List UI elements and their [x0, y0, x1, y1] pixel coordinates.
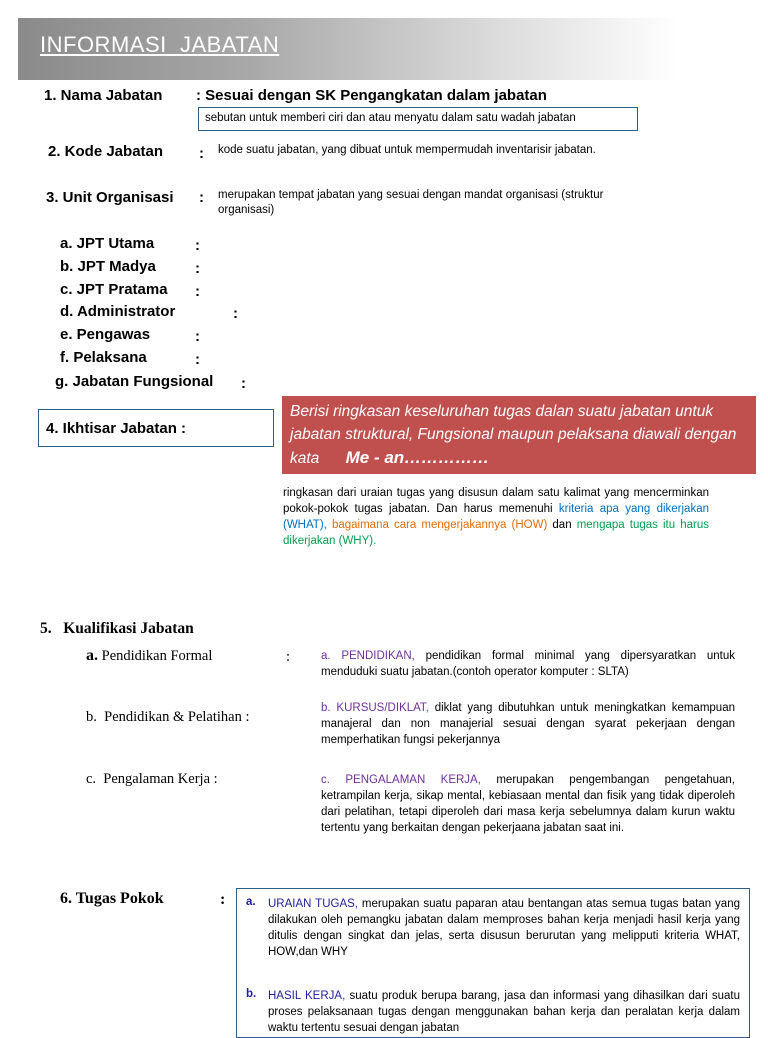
item6-label: 6. Tugas Pokok — [60, 890, 164, 907]
pendidikan-pelatihan-label: b. Pendidikan & Pelatihan : — [86, 709, 250, 725]
item4-desc-main: ringkasan dari uraian tugas yang disusun dalam satu kalimat yang mencerminkan pokok-pokok tugas jabatan. Dan harus memenuhi — [283, 487, 709, 515]
item2-desc: kode suatu jabatan, yang dibuat untuk mempermudah inventarisir jabatan. — [218, 144, 596, 156]
kursus-text: diklat yang dibutuhkan untuk meningkatkan kemampuan manajeral dan non manajerial sesuai dengan syarat pekerjaan dengan memperhatikan fungsi pekerjannya — [321, 702, 735, 746]
pengalaman-desc — [321, 772, 735, 836]
item6-colon: : — [220, 891, 226, 908]
item3-desc: merupakan tempat jabatan yang sesuai dengan mandat organisasi (struktur organisasi) — [218, 189, 604, 216]
pendidikan-formal-label — [86, 647, 212, 665]
item3-label: 3. Unit Organisasi — [46, 189, 174, 206]
pendidikan-desc — [321, 648, 735, 680]
ikhtisar-callout — [282, 396, 756, 474]
item2-colon: : — [199, 145, 204, 162]
pengalaman-kerja-label: c. Pengalaman Kerja : — [86, 771, 218, 787]
pelaksana-colon: : — [195, 351, 200, 368]
jpt-madya-colon: : — [195, 260, 200, 277]
item1-definition-box — [198, 107, 638, 131]
pelaksana-label: f. Pelaksana — [60, 349, 147, 366]
uraian-tugas-prefix: a. — [246, 896, 256, 908]
jpt-utama-label: a. JPT Utama — [60, 235, 155, 252]
pengalaman-key: c. PENGALAMAN KERJA, — [321, 774, 481, 786]
pendidikan-key: a. PENDIDIKAN, — [321, 650, 415, 662]
ikhtisar-callout-emphasis: Me - an…………… — [345, 448, 490, 467]
ikhtisar-callout-text: Berisi ringkasan keseluruhan tugas dalan suatu jabatan untuk jabatan struktural, Fungsional maupun pelaksana diawali dengan kata — [290, 403, 737, 467]
item2-label: 2. Kode Jabatan — [48, 143, 164, 160]
item5-label: 5. Kualifikasi Jabatan — [40, 620, 194, 637]
page-title: INFORMASI JABATAN — [40, 32, 280, 57]
pendidikan-formal-text: Pendidikan Formal — [98, 648, 213, 664]
item4-desc-how: bagaimana cara mengerjakannya (HOW) — [326, 519, 548, 531]
item4-desc-dan: dan — [547, 519, 577, 531]
pengalaman-text: merupakan pengembangan pengetahuan, ketrampilan kerja, sikap mental, kebiasaan mental dan fisik yang tidak diperoleh dari pelatihan, tetapi diperoleh dari masa kerja sebelumnya dalam kurun waktu tertentu yang berkaitan dengan pekerjaana jabatan saat ini. — [321, 774, 736, 834]
jpt-pratama-label: c. JPT Pratama — [60, 281, 168, 298]
pengawas-colon: : — [195, 328, 200, 345]
kursus-desc — [321, 700, 735, 748]
uraian-tugas-key: URAIAN TUGAS, — [268, 898, 358, 910]
item1-label: 1. Nama Jabatan — [44, 87, 163, 104]
kursus-comma: , — [425, 702, 429, 714]
hasil-kerja-key: HASIL KERJA, — [268, 990, 346, 1002]
item1-definition: sebutan untuk memberi ciri dan atau menyatu dalam satu wadah jabatan — [205, 112, 576, 124]
jabatan-fungsional-label: g. Jabatan Fungsional — [55, 373, 214, 390]
pendidikan-formal-colon: : — [286, 649, 291, 665]
jpt-madya-label: b. JPT Madya — [60, 258, 156, 275]
hasil-kerja-text: suatu produk berupa barang, jasa dan informasi yang dihasilkan dari suatu proses pelaksanaan tugas dengan menggunakan bahan kerja dan peralatan kerja dalam waktu tertentu sesuai dengan jabatan — [268, 990, 740, 1034]
pendidikan-formal-prefix: a. — [86, 647, 98, 664]
jabatan-fungsional-colon: : — [241, 375, 246, 392]
jpt-pratama-colon: : — [195, 283, 200, 300]
hasil-kerja-prefix: b. — [246, 988, 257, 1000]
kursus-key: b. KURSUS/DIKLAT — [321, 702, 426, 714]
administrator-colon: : — [233, 305, 238, 322]
administrator-label: d. Administrator — [60, 303, 176, 320]
item1-value: : Sesuai dengan SK Pengangkatan dalam jabatan — [196, 87, 547, 104]
uraian-tugas-desc — [268, 896, 740, 960]
item4-desc-why: mengapa tugas itu harus dikerjakan (WHY). — [283, 519, 709, 547]
item4-label-box — [38, 409, 274, 447]
item4-desc — [283, 485, 709, 549]
item4-label: 4. Ikhtisar Jabatan : — [46, 420, 187, 437]
pengawas-label: e. Pengawas — [60, 326, 151, 343]
jpt-utama-colon: : — [195, 237, 200, 254]
hasil-kerja-desc — [268, 988, 740, 1036]
uraian-tugas-text: merupakan suatu paparan atau bentangan atas semua tugas batan yang dilakukan oleh pemangku jabatan dalam memproses bahan kerja menjadi hasil kerja yang ditulis dengan singkat dan jelas, serta disusun berurutan yang melipputi kriteria WHAT, HOW,dan WHY — [268, 898, 740, 958]
pendidikan-text: pendidikan formal minimal yang dipersyaratkan untuk menduduki suatu jabatan.(contoh operator komputer : SLTA) — [321, 650, 735, 678]
item4-desc-what: kriteria apa yang dikerjakan (WHAT), — [283, 503, 709, 531]
item3-colon: : — [199, 189, 204, 206]
